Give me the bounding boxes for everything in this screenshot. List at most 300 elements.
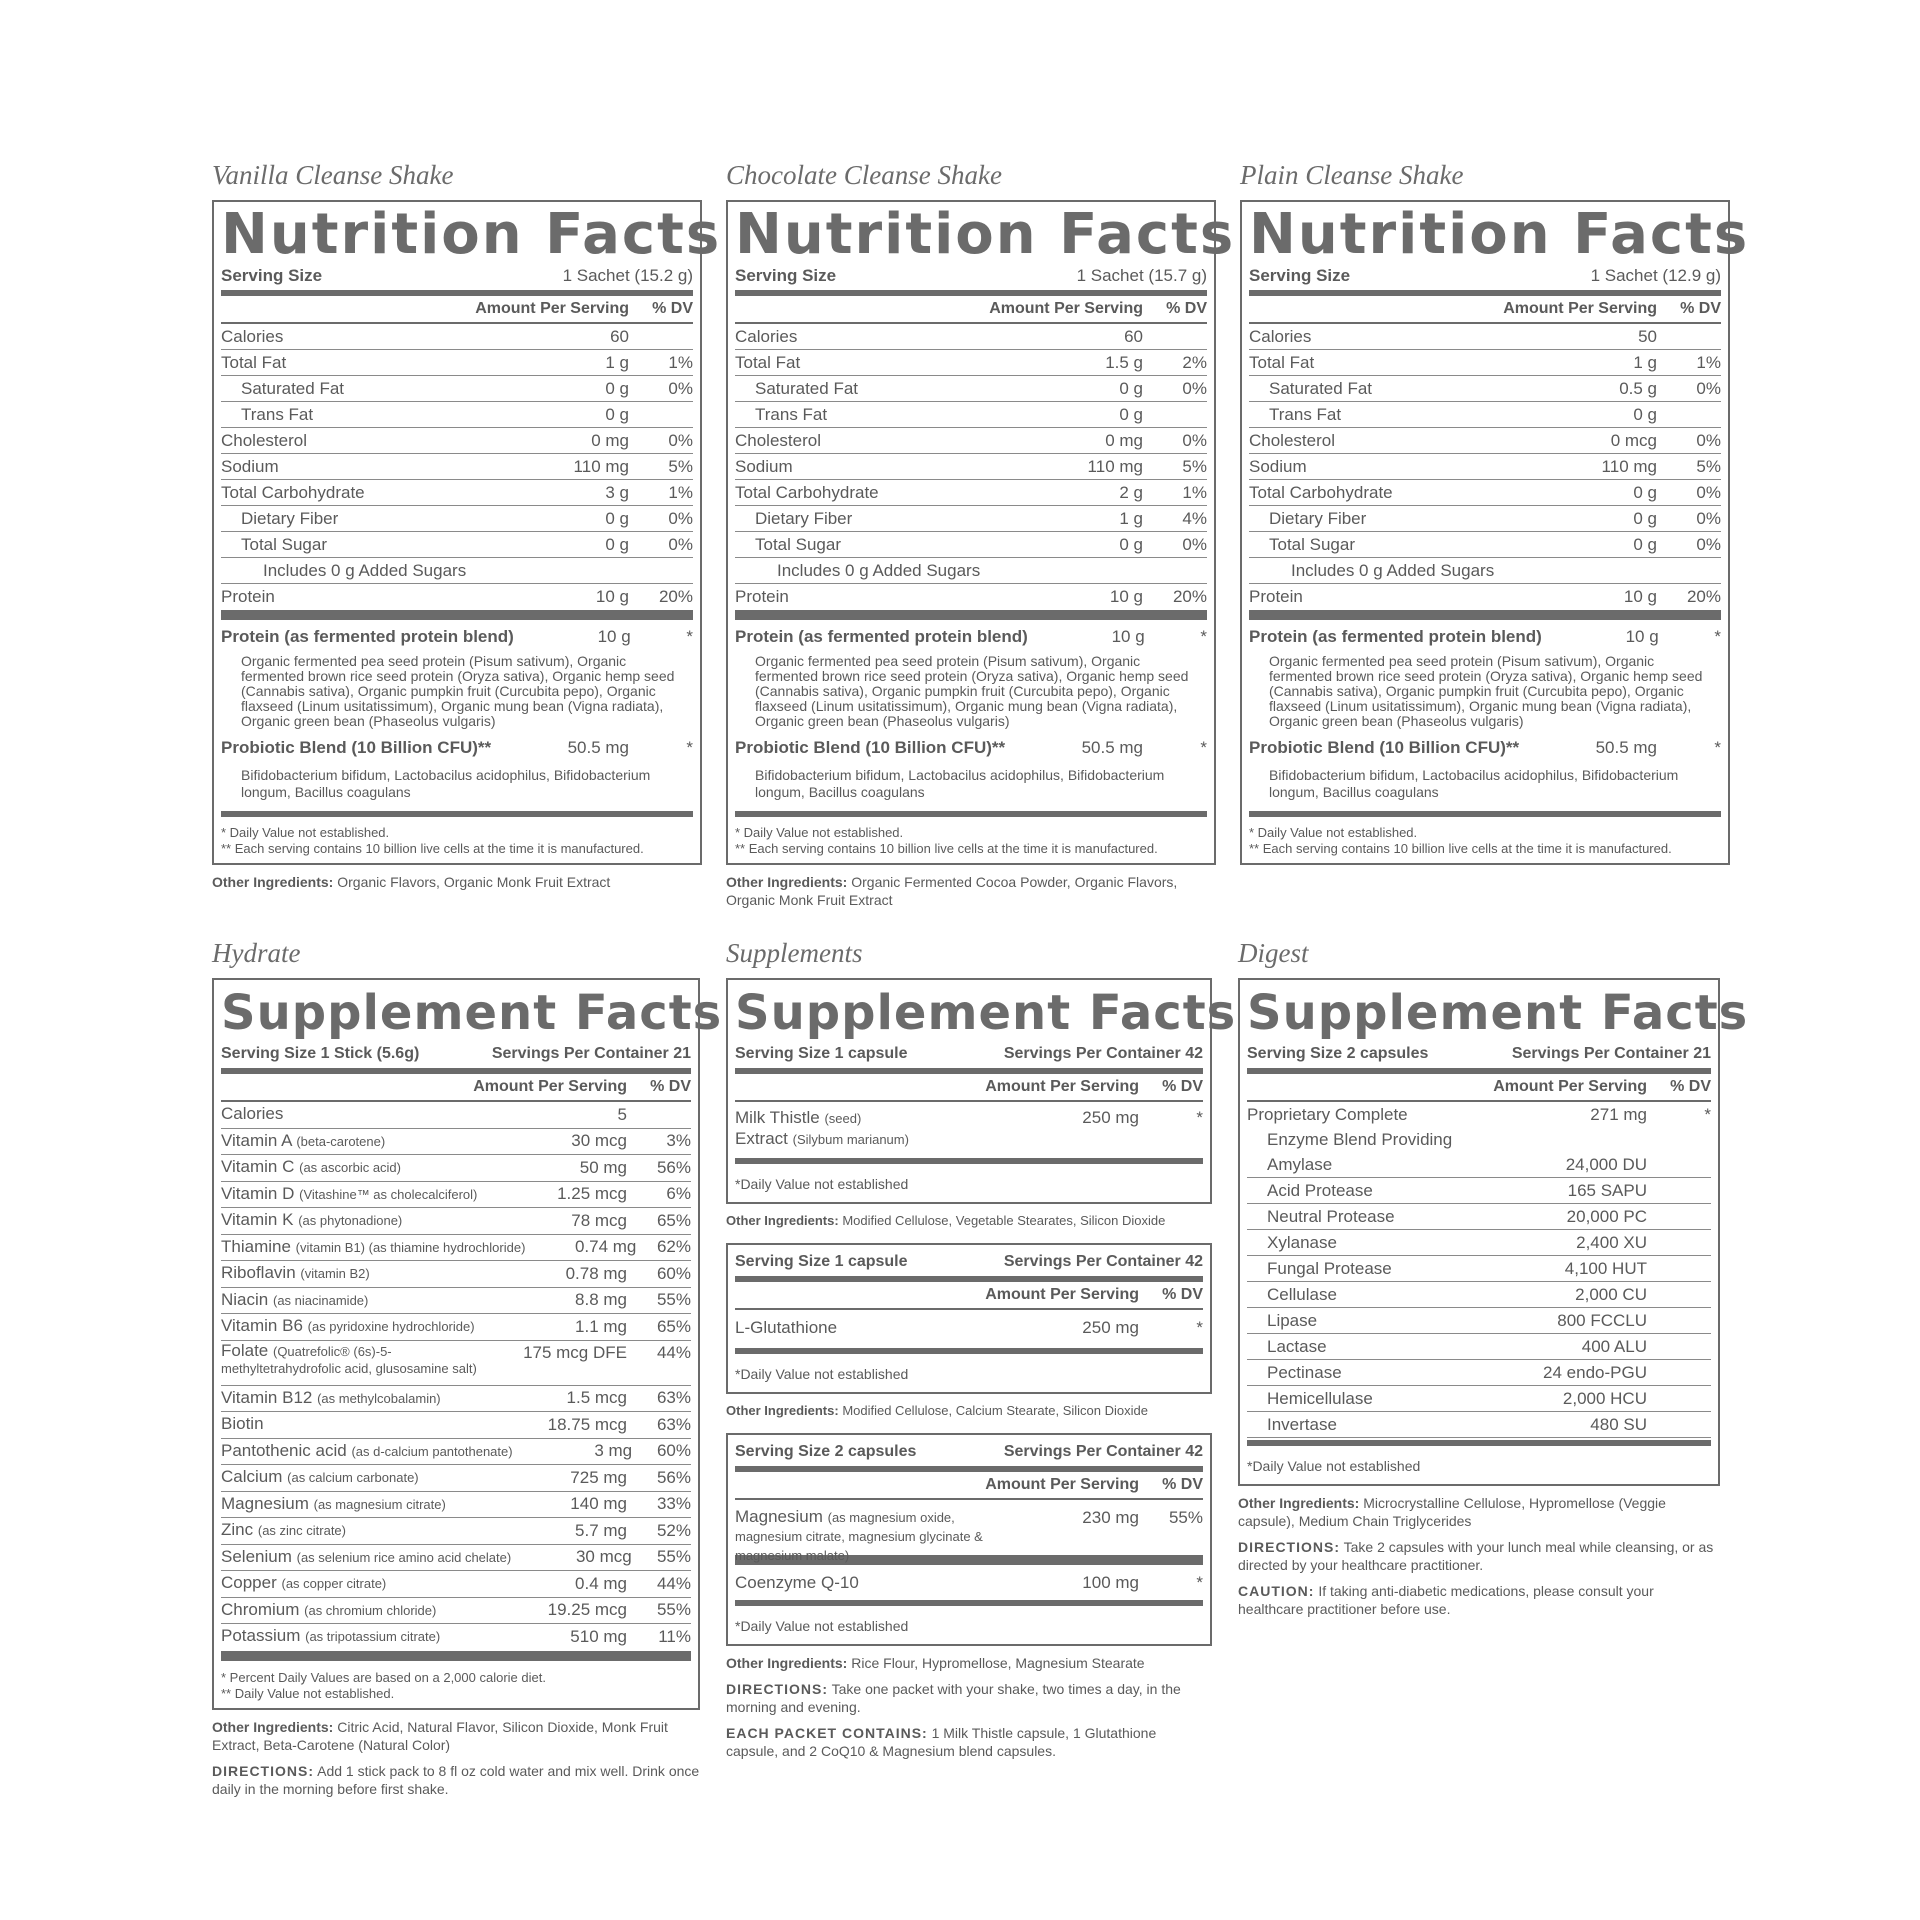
amount-per-serving-header (1247, 1074, 1711, 1102)
label-heading: Nutrition Facts (1249, 202, 1750, 267)
percent-dv: 55% (1168, 1508, 1203, 1527)
amount: 0 g (1633, 508, 1657, 528)
nutrient-row (221, 428, 693, 454)
amount: 1.5 mcg (566, 1388, 627, 1408)
amount-per-serving-label: Amount Per Serving (1493, 1078, 1647, 1095)
nutrient-name (221, 1157, 497, 1178)
nutrient-name: Calories (221, 326, 284, 346)
amount: 100 mg (1082, 1573, 1139, 1592)
percent-dv: 56% (656, 1157, 691, 1177)
nutrient-name-text: Calcium (221, 1467, 283, 1487)
nutrient-source: (as magnesium oxide, magnesium citrate, magnesium glycinate & magnesium malate) (735, 1510, 983, 1563)
serving-size-row (735, 265, 1207, 296)
nutrition-facts-label (726, 200, 1236, 865)
enzyme-row (1247, 1360, 1711, 1386)
enzyme-activity: 2,000 CU (1575, 1284, 1647, 1304)
nutrient-list (221, 1102, 691, 1650)
percent-dv: 20% (658, 586, 693, 606)
other-ingredients (212, 1718, 700, 1754)
other-ingredients-text: Microcrystalline Cellulose, Hypromellose (Veggie capsule), Medium Chain Triglycerides (1238, 1495, 1666, 1529)
enzyme-name: Lipase (1267, 1310, 1318, 1330)
enzyme-row (1247, 1152, 1711, 1178)
nutrient-name: Trans Fat (241, 404, 314, 424)
directions-label: DIRECTIONS: (212, 1762, 314, 1779)
nutrient-name-text: Chromium (221, 1599, 300, 1619)
footnote: * Percent Daily Values are based on a 2,000 calorie diet. (221, 1669, 546, 1685)
amount: 10 g (1109, 586, 1143, 606)
amount-per-serving-label: Amount Per Serving (985, 1286, 1139, 1303)
amount-per-serving-header (735, 1074, 1203, 1102)
percent-dv: 0% (1696, 378, 1721, 398)
nutrient-name: Protein (221, 586, 275, 606)
dv-label: % DV (1162, 1078, 1203, 1095)
directions-label: DIRECTIONS: (1238, 1539, 1340, 1555)
enzyme-row (1247, 1282, 1711, 1308)
percent-dv: * (1196, 1318, 1203, 1337)
amount: 0 g (605, 508, 629, 528)
nutrient-row (221, 1518, 691, 1545)
nutrient-row (221, 1261, 691, 1288)
probiotic-blend-row (1249, 735, 1721, 761)
dv-label: % DV (1162, 1476, 1203, 1493)
amount: 0.4 mg (575, 1573, 627, 1593)
nutrient-name: Protein (1249, 586, 1303, 606)
footnote: ** Each serving contains 10 billion live cells at the time it is manufactured. (735, 841, 1158, 856)
nutrient-name: Total Fat (221, 352, 287, 372)
amount: 1 g (1633, 352, 1657, 372)
nutrient-name (221, 1441, 513, 1462)
nutrient-name-text: Vitamin B12 (221, 1387, 313, 1407)
nutrient-name: Dietary Fiber (241, 508, 339, 528)
nutrient-name-text: Vitamin K (221, 1210, 294, 1230)
enzyme-row (1247, 1256, 1711, 1282)
nutrient-row (735, 1500, 1203, 1563)
enzyme-activity: 400 ALU (1581, 1336, 1647, 1356)
label-heading: Supplement Facts (1247, 985, 1749, 1041)
panel-title: Chocolate Cleanse Shake (726, 160, 1002, 190)
dv-label: % DV (1670, 1078, 1711, 1095)
nutrient-row (1249, 376, 1721, 402)
nutrient-name (221, 1626, 497, 1647)
other-ingredients (726, 1402, 1212, 1419)
amount: 250 mg (1082, 1108, 1139, 1127)
percent-dv: 44% (656, 1342, 691, 1362)
nutrient-name-text: Potassium (221, 1626, 301, 1646)
enzyme-name: Invertase (1267, 1414, 1337, 1434)
nutrient-name: Total Sugar (241, 534, 327, 554)
amount-per-serving-label: Amount Per Serving (985, 1078, 1139, 1095)
nutrient-row (221, 1129, 691, 1156)
nutrient-row (1249, 454, 1721, 480)
shake-panel (212, 158, 722, 891)
nutrient-name-text: Zinc (221, 1520, 254, 1540)
nutrient-row (221, 1439, 691, 1466)
nutrient-name (221, 1547, 511, 1568)
enzyme-row (1247, 1386, 1711, 1412)
nutrient-source: (Quatrefolic® (6s)-5-methyltetrahydrofolic acid, glusosamine salt) (221, 1343, 477, 1376)
percent-dv: 0% (668, 534, 693, 554)
dv-label: % DV (1680, 300, 1721, 317)
nutrient-name (221, 1104, 497, 1125)
serving-size-label: Serving Size (1249, 266, 1351, 285)
amount: 0 mg (1105, 430, 1143, 450)
blend-name: Protein (as fermented protein blend) (221, 627, 514, 646)
nutrient-name-text: Extract (735, 1129, 788, 1148)
nutrient-name (735, 1508, 1019, 1565)
nutrient-name-text: Magnesium (735, 1507, 823, 1526)
directions (1238, 1538, 1720, 1574)
nutrient-name-text: Folate (221, 1340, 269, 1360)
nutrient-name: Cholesterol (221, 430, 307, 450)
enzyme-activity: 2,400 XU (1576, 1232, 1647, 1252)
label-heading: Nutrition Facts (735, 202, 1236, 267)
supplements-panel (726, 936, 1237, 1760)
nutrient-source: (as ascorbic acid) (299, 1160, 401, 1176)
nutrient-name-text: Vitamin C (221, 1157, 295, 1177)
caution (1238, 1582, 1720, 1618)
percent-dv: 62% (656, 1237, 691, 1257)
percent-dv: 0% (1696, 430, 1721, 450)
nutrient-source: (Silybum marianum) (792, 1132, 909, 1147)
dv-note: *Daily Value not established (735, 1366, 909, 1382)
serving-size-value: 1 Sachet (12.9 g) (1590, 266, 1721, 285)
enzyme-name: Pectinase (1267, 1362, 1342, 1382)
nutrient-name-text: Pantothenic acid (221, 1440, 347, 1460)
blend-ingredients: Organic fermented pea seed protein (Pisum sativum), Organic fermented brown rice seed protein (Oryza sativa), Organic hemp seed (Cannabis sativa), Organic pumpkin fruit (Curcubita pepo), Organic flaxseed (Linum usitatissimum), Organic mung bean (Vigna radiata), Organic green bean (Phaseolus vulgaris) (755, 653, 1189, 729)
nutrient-row (221, 376, 693, 402)
nutrient-row (221, 1288, 691, 1315)
divider (221, 1651, 691, 1661)
nutrient-name (221, 1316, 497, 1337)
percent-dv: 33% (656, 1494, 691, 1514)
blend-name: Protein (as fermented protein blend) (1249, 627, 1542, 646)
other-ingredients-label: Other Ingredients: (212, 1718, 334, 1735)
nutrient-name (221, 1600, 497, 1621)
nutrient-name-text: Thiamine (221, 1236, 291, 1256)
servings-per-container: Servings Per Container 42 (1003, 1045, 1203, 1062)
panel-title: Plain Cleanse Shake (1240, 160, 1464, 190)
nutrient-name (221, 1131, 497, 1152)
nutrient-name-text: Calories (221, 1104, 284, 1124)
nutrient-name (221, 1290, 497, 1311)
nutrient-row (221, 1571, 691, 1598)
amount: 10 g (595, 586, 629, 606)
nutrient-row (735, 1568, 1203, 1598)
amount-per-serving-header (221, 296, 693, 324)
other-ingredients-label: Other Ingredients: (726, 874, 848, 890)
percent-dv: * (686, 738, 693, 757)
protein-blend-row (1249, 623, 1721, 651)
divider (735, 610, 1207, 620)
nutrient-row (221, 1598, 691, 1625)
percent-dv: 5% (1696, 456, 1721, 476)
nutrient-name (221, 1184, 497, 1205)
blend-name: Protein (as fermented protein blend) (735, 627, 1028, 646)
amount: 18.75 mcg (547, 1414, 627, 1434)
amount: 230 mg (1082, 1508, 1139, 1527)
divider (735, 1600, 1203, 1606)
amount: 19.25 mcg (547, 1600, 627, 1620)
enzyme-activity: 800 FCCLU (1557, 1310, 1647, 1330)
panel-title: Digest (1238, 938, 1309, 968)
divider (1249, 610, 1721, 620)
nutrient-name (221, 1494, 497, 1515)
other-ingredients-text: Modified Cellulose, Calcium Stearate, Silicon Dioxide (842, 1403, 1148, 1418)
enzyme-activity: 24,000 DU (1565, 1154, 1647, 1174)
nutrient-row (221, 1412, 691, 1439)
nutrient-name: Protein (735, 586, 789, 606)
nutrient-row (735, 428, 1207, 454)
percent-dv: 65% (656, 1316, 691, 1336)
nutrient-row (1249, 480, 1721, 506)
divider (221, 811, 693, 817)
nutrient-row (1249, 428, 1721, 454)
percent-dv: 0% (1696, 508, 1721, 528)
enzyme-name: Hemicellulase (1267, 1388, 1373, 1408)
percent-dv: 0% (668, 430, 693, 450)
nutrient-row (1249, 558, 1721, 584)
percent-dv: 1% (668, 482, 693, 502)
blend-subheading (1247, 1127, 1711, 1152)
amount: 0 g (605, 534, 629, 554)
serving-size: Serving Size 2 capsules (1247, 1045, 1429, 1062)
amount: 0 g (1633, 404, 1657, 424)
nutrient-name-text: Selenium (221, 1546, 292, 1566)
amount: 50.5 mg (1081, 738, 1143, 757)
nutrient-row (221, 558, 693, 584)
nutrient-row (221, 1182, 691, 1209)
amount-per-serving-header (735, 1282, 1203, 1310)
nutrient-name-text: Milk Thistle (735, 1108, 820, 1127)
nutrient-name: Total Fat (1249, 352, 1315, 372)
amount-per-serving-header (735, 296, 1207, 324)
amount: 50 (1638, 326, 1657, 346)
nutrient-row (221, 1341, 691, 1386)
nutrient-name (221, 1414, 497, 1435)
percent-dv: 5% (668, 456, 693, 476)
percent-dv: 52% (656, 1520, 691, 1540)
panel-title: Vanilla Cleanse Shake (212, 160, 454, 190)
nutrient-source: (seed) (824, 1111, 862, 1126)
divider (1249, 811, 1721, 817)
nutrient-name: Sodium (221, 456, 279, 476)
blend-name: Probiotic Blend (10 Billion CFU)** (1249, 738, 1520, 757)
nutrient-source: (beta-carotene) (296, 1133, 386, 1149)
blend-ingredients: Organic fermented pea seed protein (Pisum sativum), Organic fermented brown rice seed protein (Oryza sativa), Organic hemp seed (Cannabis sativa), Organic pumpkin fruit (Curcubita pepo), Organic flaxseed (Linum usitatissimum), Organic mung bean (Vigna radiata), Organic green bean (Phaseolus vulgaris) (241, 653, 675, 729)
percent-dv: 0% (1182, 430, 1207, 450)
nutrient-source: (as selenium rice amino acid chelate) (296, 1549, 512, 1565)
nutrient-name: Saturated Fat (241, 378, 345, 398)
nutrient-row (735, 558, 1207, 584)
nutrient-row (221, 350, 693, 376)
enzyme-name: Neutral Protease (1267, 1206, 1395, 1226)
percent-dv: 1% (1696, 352, 1721, 372)
percent-dv: 3% (666, 1131, 691, 1151)
nutrient-row (221, 1314, 691, 1341)
enzyme-list (1247, 1152, 1711, 1438)
nutrient-name (221, 1237, 525, 1258)
other-ingredients-text: Modified Cellulose, Vegetable Stearates, Silicon Dioxide (842, 1213, 1166, 1228)
other-ingredients-text: Rice Flour, Hypromellose, Magnesium Stearate (851, 1655, 1145, 1671)
percent-dv: 4% (1182, 508, 1207, 528)
percent-dv: * (1200, 627, 1207, 646)
footnote: ** Each serving contains 10 billion live cells at the time it is manufactured. (1249, 841, 1672, 856)
nutrient-row (221, 1545, 691, 1572)
enzyme-name: Cellulase (1267, 1284, 1337, 1304)
other-ingredients (726, 1654, 1212, 1672)
nutrient-name (221, 1388, 497, 1409)
nutrient-row (1249, 584, 1721, 609)
nutrient-row (735, 532, 1207, 558)
percent-dv: 60% (656, 1263, 691, 1283)
nutrient-source: (vitamin B1) (as thiamine hydrochloride) (295, 1239, 526, 1255)
nutrient-row (735, 454, 1207, 480)
nutrient-row (735, 350, 1207, 376)
amount: 725 mg (570, 1467, 627, 1487)
other-ingredients-label: Other Ingredients: (726, 1403, 839, 1418)
nutrient-source: (as d-calcium pantothenate) (351, 1443, 513, 1459)
label-heading: Supplement Facts (221, 985, 723, 1041)
nutrient-row (1249, 350, 1721, 376)
serving-size-row (735, 1043, 1203, 1074)
amount: 0 g (1633, 482, 1657, 502)
label-heading: Nutrition Facts (221, 202, 722, 267)
blend-name: Proprietary Complete (1247, 1104, 1408, 1124)
nutrient-name: Coenzyme Q-10 (735, 1573, 859, 1592)
protein-blend-row (735, 623, 1207, 651)
other-ingredients-label: Other Ingredients: (726, 1655, 848, 1671)
nutrient-name (221, 1573, 497, 1594)
nutrient-name: Sodium (1249, 456, 1307, 476)
amount: 0.78 mg (565, 1263, 627, 1283)
amount: 50.5 mg (567, 738, 629, 757)
amount: 175 mcg DFE (523, 1342, 627, 1362)
amount: 0 g (1119, 378, 1143, 398)
enzyme-activity: 24 endo-PGU (1543, 1362, 1647, 1382)
nutrient-row (221, 1155, 691, 1182)
serving-size-value: 1 Sachet (15.7 g) (1076, 266, 1207, 285)
divider (735, 1158, 1203, 1164)
other-ingredients-text: Citric Acid, Natural Flavor, Silicon Dioxide, Monk Fruit Extract, Beta-Carotene (Natural Color) (212, 1718, 668, 1753)
nutrient-row (221, 584, 693, 609)
nutrient-name: Calories (735, 326, 798, 346)
amount: 1 g (1119, 508, 1143, 528)
nutrient-row (221, 532, 693, 558)
enzyme-activity: 165 SAPU (1567, 1180, 1647, 1200)
amount-per-serving-label: Amount Per Serving (473, 1078, 627, 1095)
nutrient-name: Total Carbohydrate (221, 482, 365, 502)
nutrient-row (735, 480, 1207, 506)
footnote: ** Each serving contains 10 billion live cells at the time it is manufactured. (221, 841, 644, 856)
protein-blend-row (221, 623, 693, 651)
probiotic-blend-row (221, 735, 693, 761)
amount: 3 g (605, 482, 629, 502)
enzyme-name: Lactase (1267, 1336, 1327, 1356)
enzyme-activity: 4,100 HUT (1564, 1258, 1647, 1278)
nutrient-name (221, 1210, 497, 1231)
nutrient-row (735, 376, 1207, 402)
label-heading: Supplement Facts (735, 985, 1237, 1041)
other-ingredients-label: Other Ingredients: (1238, 1495, 1360, 1511)
amount: 0 mg (591, 430, 629, 450)
amount: 110 mg (1087, 456, 1143, 476)
amount-per-serving-header (221, 1074, 691, 1102)
footnote: * Daily Value not established. (1249, 825, 1418, 840)
serving-size-row (735, 1441, 1203, 1472)
other-ingredients (212, 873, 702, 891)
percent-dv: 2% (1182, 352, 1207, 372)
directions-label: DIRECTIONS: (726, 1681, 828, 1697)
enzyme-name: Amylase (1267, 1154, 1333, 1174)
percent-dv: 6% (666, 1184, 691, 1204)
nutrient-name: Dietary Fiber (1269, 508, 1367, 528)
amount: 271 mg (1590, 1104, 1647, 1124)
panel-title: Supplements (726, 938, 863, 968)
serving-size-row (221, 265, 693, 296)
footnote: * Daily Value not established. (221, 825, 390, 840)
amount: 1.5 g (1105, 352, 1143, 372)
nutrient-row (221, 480, 693, 506)
divider (221, 610, 693, 620)
amount: 140 mg (570, 1494, 627, 1514)
hydrate-panel (212, 936, 723, 1798)
nutrient-name-text: Niacin (221, 1289, 269, 1309)
percent-dv: * (1714, 627, 1721, 646)
nutrient-row (735, 1310, 1203, 1346)
amount: 30 mcg (571, 1131, 627, 1151)
footnote: ** Daily Value not established. (221, 1685, 395, 1701)
nutrient-name: Trans Fat (755, 404, 828, 424)
nutrient-name (221, 1263, 497, 1284)
percent-dv: * (1704, 1104, 1711, 1124)
amount: 60 (1124, 326, 1143, 346)
shake-panel (726, 158, 1236, 909)
milk-thistle-facts (726, 978, 1237, 1204)
nutrient-row (1249, 402, 1721, 428)
amount: 78 mcg (571, 1210, 627, 1230)
amount: 0.5 g (1619, 378, 1657, 398)
panel-title: Hydrate (212, 938, 301, 968)
other-ingredients (726, 1212, 1212, 1229)
percent-dv: 65% (656, 1210, 691, 1230)
other-ingredients-label: Other Ingredients: (212, 874, 334, 890)
nutrient-name: Cholesterol (735, 430, 821, 450)
amount-per-serving-label: Amount Per Serving (475, 300, 629, 317)
percent-dv: 63% (656, 1388, 691, 1408)
divider (735, 811, 1207, 817)
amount: 5.7 mg (575, 1520, 627, 1540)
serving-size: Serving Size 1 capsule (735, 1045, 908, 1062)
nutrient-name (735, 1108, 1019, 1150)
percent-dv: 5% (1182, 456, 1207, 476)
dv-note: *Daily Value not established (735, 1176, 909, 1192)
nutrient-name: Includes 0 g Added Sugars (777, 560, 981, 580)
enzyme-activity: 20,000 PC (1566, 1206, 1647, 1226)
amount: 10 g (1111, 627, 1145, 646)
nutrient-name: Includes 0 g Added Sugars (263, 560, 467, 580)
footnotes (735, 819, 1207, 857)
percent-dv: 0% (668, 378, 693, 398)
percent-dv: * (1196, 1573, 1203, 1592)
amount: 5 (617, 1104, 627, 1124)
footnotes (221, 819, 693, 857)
percent-dv: 20% (1172, 586, 1207, 606)
serving-size-row (221, 1043, 691, 1074)
servings-per-container: Servings Per Container 42 (1003, 1253, 1203, 1270)
nutrient-source: (vitamin B2) (300, 1266, 370, 1282)
divider (735, 1348, 1203, 1354)
nutrient-name-text: Vitamin B6 (221, 1316, 303, 1336)
